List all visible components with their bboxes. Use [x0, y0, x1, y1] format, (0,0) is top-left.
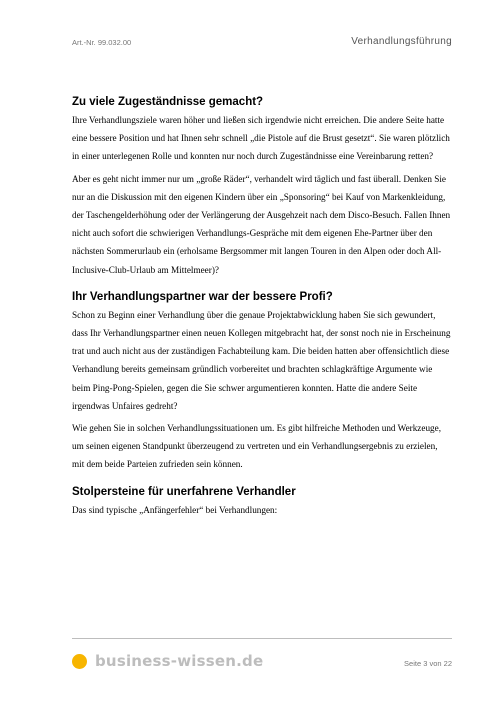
section-stolpersteine	[72, 486, 452, 519]
section-title: Ihr Verhandlungspartner war der bessere Profi?	[72, 290, 333, 303]
page-content	[72, 96, 452, 523]
paragraph: Schon zu Beginn einer Verhandlung über die genaue Projektabwicklung haben Sie sich gewundert, dass Ihr Verhandlungspartner einen neuen Kollegen mitgebracht hat, der sonst noch nie in Erscheinung trat und auch nicht aus der zuständigen Fachabteilung kam. Die beiden hatten aber offensichtlich diese Verhandlung bereits gemeinsam gründlich vorbereitet und brachten schlagkräftige Argumente wie beim Ping-Pong-Spielen, gegen die Sie schwer argumentieren konnten. Hatte die andere Seite irgendwas Unfaires gedreht?	[72, 309, 451, 411]
paragraph: Wie gehen Sie in solchen Verhandlungssituationen um. Es gibt hilfreiche Methoden und Werkzeuge, um seinen eigenen Standpunkt überzeugend zu vertreten und ein Verhandlungsergebnis zu erzielen, mit dem beide Parteien zufrieden sein können.	[72, 423, 442, 470]
document-title: Verhandlungsführung	[351, 36, 452, 47]
paragraph: Aber es geht nicht immer nur um „große Räder“, verhandelt wird täglich und fast überall. Denken Sie nur an die Diskussion mit den eigenen Kindern über ein „Sponsoring“ bei Kauf von Markenkleidung, der Taschengelderhöhung oder der Verlängerung der Ausgehzeit nach dem Disco-Besuch. Fallen Ihnen nicht auch sofort die schwierigen Verhandlungs-Gespräche mit dem eigenen Ehe-Partner über den nächsten Sommerurlaub ein (erholsame Bergsommer mit langen Touren in den Alpen oder doch All-Inclusive-Club-Urlaub am Mittelmeer)?	[72, 173, 451, 275]
logo-dot-icon	[72, 654, 87, 669]
business-wissen-logo	[72, 652, 263, 670]
section-verhandlungspartner	[72, 291, 452, 474]
paragraph: Das sind typische „Anfängerfehler“ bei Verhandlungen:	[72, 504, 278, 515]
section-title: Stolpersteine für unerfahrene Verhandler	[72, 485, 296, 498]
section-zugestaendnisse	[72, 96, 452, 279]
footer-divider	[72, 638, 452, 639]
section-title: Zu viele Zugeständnisse gemacht?	[72, 96, 264, 108]
paragraph: Ihre Verhandlungsziele waren höher und ließen sich irgendwie nicht erreichen. Die andere Seite hatte eine bessere Position und hat Ihnen sehr schnell „die Pistole auf die Brust gesetzt“. Sie waren plötzlich in einer unterlegenen Rolle und konnten nur noch durch Zugeständnisse eine Vereinbarung retten?	[72, 115, 450, 162]
page-number: Seite 3 von 22	[404, 659, 452, 668]
logo-text: business-wissen.de	[95, 652, 264, 670]
article-number: Art.-Nr. 99.032.00	[72, 38, 132, 47]
